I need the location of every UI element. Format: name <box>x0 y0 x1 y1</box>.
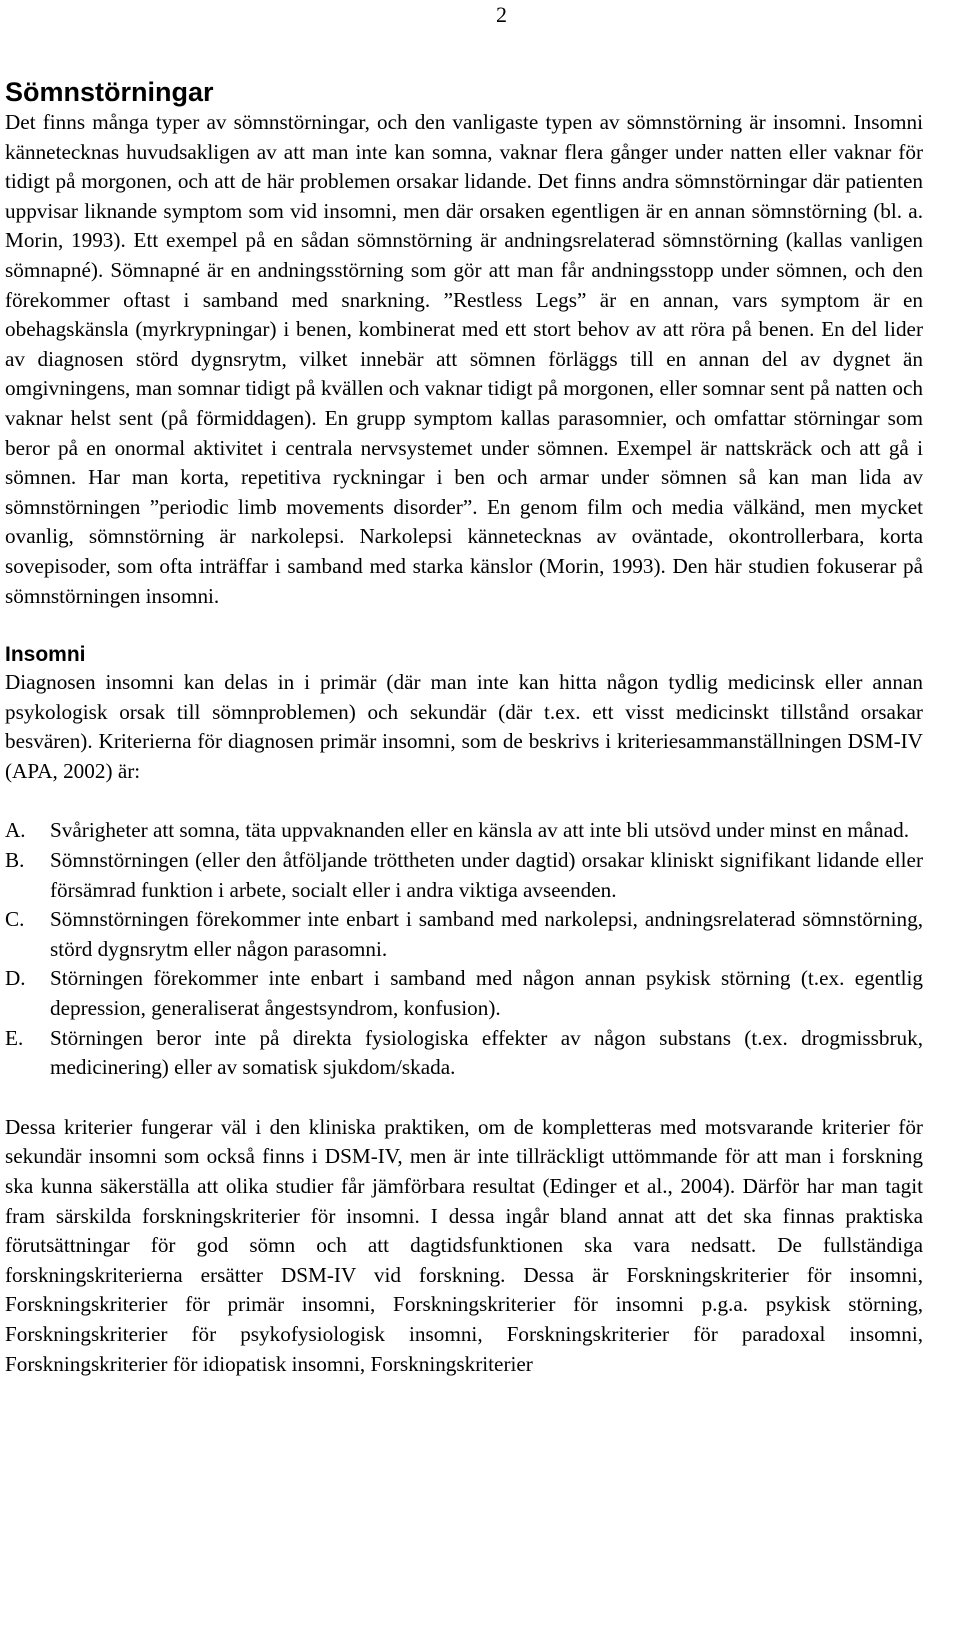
subsection-paragraph: Diagnosen insomni kan delas in i primär (där man inte kan hitta någon tydlig medicinsk eller annan psykologisk orsak till sömnproblemen) och sekundär (där t.ex. ett visst medicinskt tillstånd orsakar besvären). Kriterierna för diagnosen primär insomni, som de beskrivs i kriteriesammanställningen DSM-IV (APA, 2002) är: <box>5 670 923 783</box>
criteria-item <box>5 846 923 905</box>
criteria-letter: D. <box>5 966 26 991</box>
criteria-item <box>5 964 923 1023</box>
criteria-item <box>5 816 923 846</box>
criteria-letter: A. <box>5 818 26 843</box>
section-paragraph: Det finns många typer av sömnstörningar, och den vanligaste typen av sömnstörning är insomni. Insomni kännetecknas huvudsakligen av att man inte kan somna, vaknar flera gånger under natten eller vaknar för tidigt på morgonen, och att de här problemen orsakar lidande. Det finns andra sömnstörningar där patienten uppvisar liknande symptom som vid insomni, men där orsaken egentligen är en annan sömnstörning (bl. a. Morin, 1993). Ett exempel på en sådan sömnstörning är andningsrelaterad sömnstörning (kallas vanligen sömnapné). Sömnapné är en andningsstörning som gör att man får andningsstopp under sömnen, och den förekommer oftast i samband med snarkning. ”Restless Legs” är en annan, vars symptom är en obehagskänsla (myrkrypningar) i benen, kombinerat med ett stort behov av att röra på benen. En del lider av diagnosen störd dygnsrytm, vilket innebär att sömnen förläggs till en annan del av dygnet än omgivningens, man somnar tidigt på kvällen och vaknar tidigt på morgonen, eller somnar sent på natten och vaknar helst sent (på förmiddagen). En grupp symptom kallas parasomnier, och omfattar störningar som beror på en onormal aktivitet i centrala nervsystemet under sömnen. Exempel är nattskräck och att gå i sömnen. Har man korta, repetitiva ryckningar i ben och armar under sömnen så kan man lida av sömnstörningen ”periodic limb movements disorder”. En genom film och media välkänd, men mycket ovanlig, sömnstörning är narkolepsi. Narkolepsi kännetecknas av oväntade, okontrollerbara, korta sovepisoder, som ofta inträffar i samband med starka känslor (Morin, 1993). Den här studien fokuserar på sömnstörningen insomni. <box>5 110 923 608</box>
criteria-text: Störningen beror inte på direkta fysiologiska effekter av någon substans (t.ex. drogmissbruk, medicinering) eller av somatisk sjukdom/skada. <box>50 1025 923 1080</box>
page-number: 2 <box>496 2 507 27</box>
page-content <box>5 76 923 1379</box>
criteria-text: Sömnstörningen förekommer inte enbart i samband med narkolepsi, andningsrelaterad sömnstörning, störd dygnsrytm eller någon parasomni. <box>50 907 923 961</box>
criteria-letter: C. <box>5 907 25 932</box>
criteria-text: Sömnstörningen (eller den åtföljande tröttheten under dagtid) orsakar kliniskt signifikant lidande eller försämrad funktion i arbete, socialt eller i andra viktiga avseenden. <box>50 848 923 902</box>
criteria-text: Svårigheter att somna, täta uppvaknanden eller en känsla av att inte bli utsövd under minst en månad. <box>50 818 910 843</box>
criteria-item <box>5 1024 923 1083</box>
criteria-letter: B. <box>5 848 25 873</box>
closing-paragraph: Dessa kriterier fungerar väl i den kliniska praktiken, om de kompletteras med motsvarande kriterier för sekundär insomni som också finns i DSM-IV, men är inte tillräckligt uttömmande för att man i forskning ska kunna säkerställa att olika studier får jämförbara resultat (Edinger et al., 2004). Därför har man tagit fram särskilda forskningskriterier för insomni. I dessa ingår bland annat att det ska finnas praktiska förutsättningar för god sömn och att dagtidsfunktionen ska vara nedsatt. De fullständiga forskningskriterierna ersätter DSM-IV vid forskning. Dessa är Forskningskriterier för insomni, Forskningskriterier för primär insomni, Forskningskriterier för insomni p.g.a. psykisk störning, Forskningskriterier för psykofysiologisk insomni, Forskningskriterier för paradoxal insomni, Forskningskriterier för idiopatisk insomni, Forskningskriterier <box>5 1114 923 1376</box>
criteria-letter: E. <box>5 1025 24 1050</box>
criteria-text: Störningen förekommer inte enbart i samband med någon annan psykisk störning (t.ex. egentlig depression, generaliserat ångestsyndrom, konfusion). <box>50 966 923 1021</box>
section-title: Sömnstörningar <box>5 77 214 107</box>
criteria-list <box>5 816 923 1082</box>
subsection-title: Insomni <box>5 643 86 667</box>
criteria-item <box>5 905 923 964</box>
